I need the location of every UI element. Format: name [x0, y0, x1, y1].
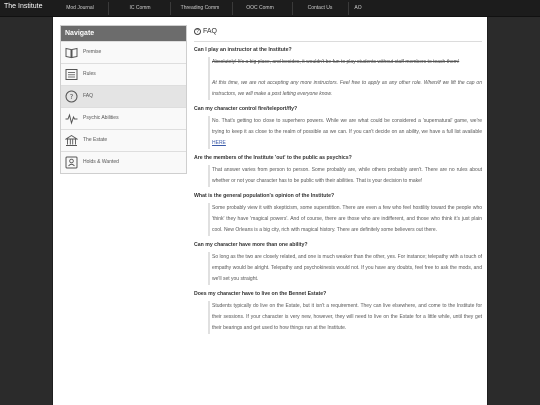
sidebar-item-the-estate[interactable]	[61, 129, 186, 151]
nav-divider	[170, 2, 171, 15]
book-icon	[65, 46, 78, 59]
site-brand[interactable]: The Institute	[4, 3, 43, 10]
nav-ao[interactable]: AO	[354, 5, 362, 11]
faq-question: Can my character control fire/teleport/fly?	[194, 106, 298, 112]
title-divider	[194, 41, 482, 42]
nav-threading-comm[interactable]: Threading Comm	[180, 5, 220, 11]
sidebar-item-holds-wanted[interactable]	[61, 151, 186, 173]
sidebar-item-label: Holds & Wanted	[83, 159, 119, 165]
faq-answer: That answer varies from person to person. Some probably are, while others probably aren't. There are no rules about whether or not your character has to be public with their abilities. That is your decision to make!	[208, 165, 482, 187]
list-icon	[65, 68, 78, 81]
answer-gap	[212, 68, 482, 78]
question-circle-icon: ?	[194, 28, 201, 35]
faq-answer-text: No. That's getting too close to superhero powers. While we are what could be considered a 'supernatural' game, we're trying to keep it as close to the realm of possible as we can. If you can't decide on an ability, we have a full list available	[212, 118, 482, 135]
faq-answer: So long as the two are closely related, and one is much weaker than the other, yes. For instance; telepathy with a touch of empathy would be alright. Telepathy and psychokinesis would not. If you have any doubts, feel free to ask the mods, and we'll set you straight.	[208, 252, 482, 285]
sidebar-title: Navigate	[61, 26, 186, 41]
faq-answer-strikethrough: Absolutely! It's a big place, and besides, it wouldn't be fun to play students without staff members to teach them!	[212, 59, 460, 65]
page-container	[52, 17, 488, 405]
nav-divider	[232, 2, 233, 15]
sidebar-item-label: Psychic Abilities	[83, 115, 119, 121]
nav-ooc-comm[interactable]: OOC Comm	[246, 5, 274, 11]
faq-question: Does my character have to live on the Bennet Estate?	[194, 291, 327, 297]
nav-divider	[292, 2, 293, 15]
nav-mod-journal[interactable]: Mod Journal	[66, 5, 94, 11]
faq-question: What is the general population's opinion of the Institute?	[194, 193, 335, 199]
sidebar-item-faq[interactable]	[61, 85, 186, 107]
faq-answer: Students typically do live on the Estate, but it isn't a requirement. They can live elsewhere, and come to the Institute for their sessions. If your character is very new, however, they will need to live on the Estate for a little while, until they get their bearings and get used to how things run at the Institute.	[208, 301, 482, 334]
sidebar	[60, 25, 187, 174]
faq-answer: Some probably view it with skepticism, some superstition. There are even a few who feel hostility toward the people who 'think' they have 'magical powers'. And of course, there are those who are indifferent, and those who think it's just plain cool. New Orleans is a big city, rich with magical history. There are definitely some believers out there.	[208, 203, 482, 236]
sidebar-item-label: FAQ	[83, 93, 94, 99]
faq-answer	[208, 116, 482, 149]
nav-divider	[108, 2, 109, 15]
nav-divider	[348, 2, 349, 15]
question-icon	[65, 90, 78, 103]
sidebar-item-label: The Estate	[83, 137, 108, 143]
faq-answer-italic: At this time, we are not accepting any more instructors. Feel free to apply as any other role. When/if we lift the cap on instructors, we will make a post letting everyone know.	[212, 80, 482, 97]
nav-ic-comm[interactable]: IC Comm	[129, 5, 151, 11]
faq-content	[194, 25, 482, 340]
faq-answer	[208, 57, 482, 100]
sidebar-item-rules[interactable]	[61, 63, 186, 85]
sidebar-item-premise[interactable]	[61, 41, 186, 63]
building-icon	[65, 134, 78, 147]
pulse-icon	[65, 112, 78, 125]
faq-question: Can I play an instructor at the Institute?	[194, 47, 292, 53]
sidebar-item-psychic-abilities[interactable]	[61, 107, 186, 129]
top-nav-bar	[0, 0, 540, 17]
abilities-list-link[interactable]: HERE	[212, 140, 226, 146]
svg-text:?: ?	[69, 93, 74, 101]
contact-card-icon	[65, 156, 78, 169]
page-title-text: FAQ	[203, 28, 218, 35]
nav-contact-us[interactable]: Contact Us	[307, 5, 333, 11]
sidebar-item-label: Premise	[83, 49, 102, 55]
faq-question: Are the members of the Institute 'out' to the public as psychics?	[194, 155, 352, 161]
sidebar-item-label: Rules	[83, 71, 96, 77]
faq-question: Can my character have more than one ability?	[194, 242, 308, 248]
page-title	[194, 25, 482, 39]
